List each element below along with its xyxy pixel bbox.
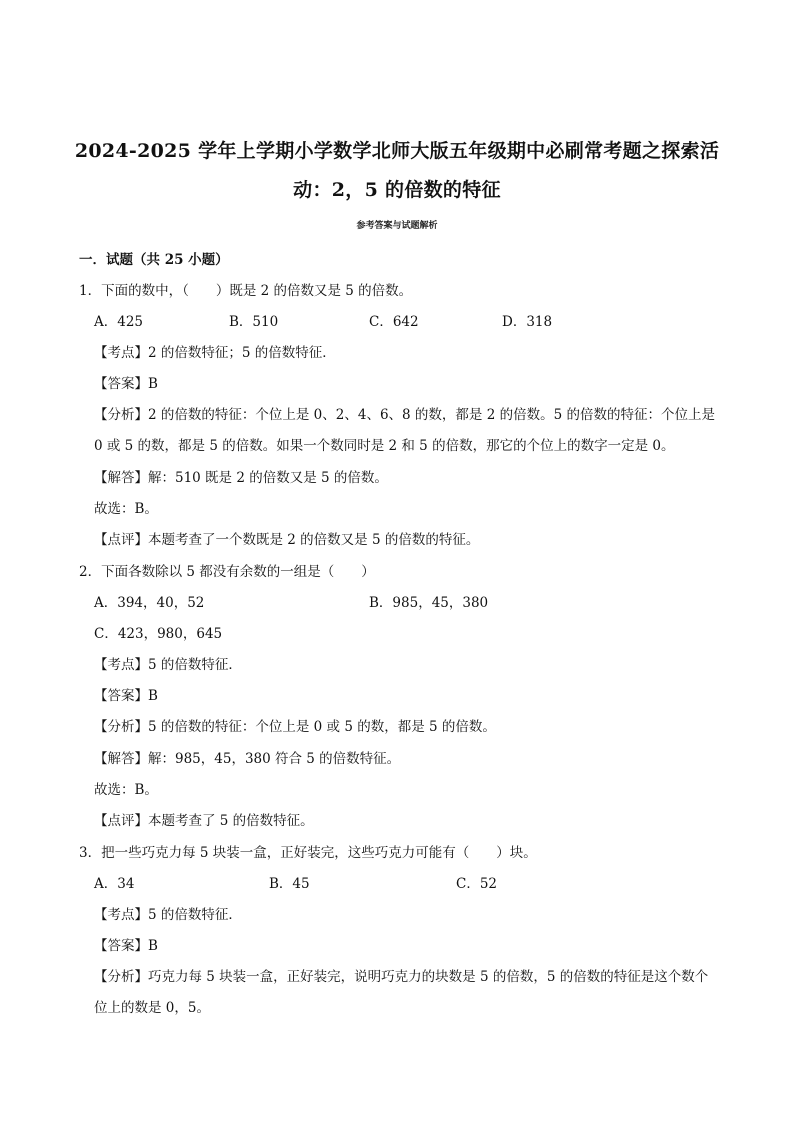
- q1-option-d: D．318: [502, 314, 553, 330]
- q2-kaodian: 【考点】5 的倍数特征．: [94, 657, 242, 673]
- q2-option-a: A．394，40，52: [94, 595, 205, 611]
- q1-option-a: A．425: [94, 314, 144, 330]
- q1-answer: 【答案】B: [94, 376, 158, 392]
- q1-choice: 故选：B。: [94, 501, 158, 517]
- q2-answer: 【答案】B: [94, 688, 158, 704]
- q1-option-b: B．510: [229, 314, 279, 330]
- q1-kaodian: 【考点】2 的倍数特征；5 的倍数特征．: [94, 345, 336, 361]
- q2-option-b: B．985，45，380: [369, 595, 489, 611]
- q3-kaodian: 【考点】5 的倍数特征．: [94, 907, 242, 923]
- q1-analysis-line1: 【分析】2 的倍数的特征：个位上是 0、2、4、6、8 的数，都是 2 的倍数。5 的倍数的特征：个位上是: [94, 407, 715, 423]
- q3-stem: 3．把一些巧克力每 5 块装一盒，正好装完，这些巧克力可能有（ ）块。: [79, 845, 537, 861]
- doc-title-line1: 2024-2025 学年上学期小学数学北师大版五年级期中必刷常考题之探索活: [74, 140, 720, 162]
- q2-analysis: 【分析】5 的倍数的特征：个位上是 0 或 5 的数，都是 5 的倍数。: [94, 719, 496, 735]
- q1-comment: 【点评】本题考查了一个数既是 2 的倍数又是 5 的倍数的特征。: [94, 532, 480, 548]
- q1-analysis-line2: 0 或 5 的数，都是 5 的倍数。如果一个数同时是 2 和 5 的倍数，那它的个位上的数字一定是 0。: [94, 438, 675, 454]
- q3-option-b: B．45: [269, 876, 310, 892]
- q3-analysis-line2: 位上的数是 0，5。: [94, 1000, 210, 1016]
- q3-analysis-line1: 【分析】巧克力每 5 块装一盒，正好装完，说明巧克力的块数是 5 的倍数，5 的倍数的特征是这个数个: [94, 969, 709, 985]
- q2-comment: 【点评】本题考查了 5 的倍数特征。: [94, 813, 314, 829]
- q1-stem: 1．下面的数中，（ ）既是 2 的倍数又是 5 的倍数。: [79, 283, 413, 299]
- q2-option-c: C．423，980，645: [94, 626, 223, 642]
- q3-answer: 【答案】B: [94, 938, 158, 954]
- q3-option-c: C．52: [456, 876, 498, 892]
- doc-title-line2: 动：2，5 的倍数的特征: [293, 179, 501, 201]
- q3-option-a: A．34: [94, 876, 135, 892]
- section-heading: 一．试题（共 25 小题）: [79, 252, 229, 268]
- q1-solution: 【解答】解：510 既是 2 的倍数又是 5 的倍数。: [94, 470, 388, 486]
- q2-stem: 2．下面各数除以 5 都没有余数的一组是（ ）: [79, 564, 375, 580]
- q2-choice: 故选：B。: [94, 782, 158, 798]
- q2-solution: 【解答】解：985，45，380 符合 5 的倍数特征。: [94, 751, 401, 767]
- doc-subtitle: 参考答案与试题解析: [356, 221, 438, 231]
- q1-option-c: C．642: [369, 314, 419, 330]
